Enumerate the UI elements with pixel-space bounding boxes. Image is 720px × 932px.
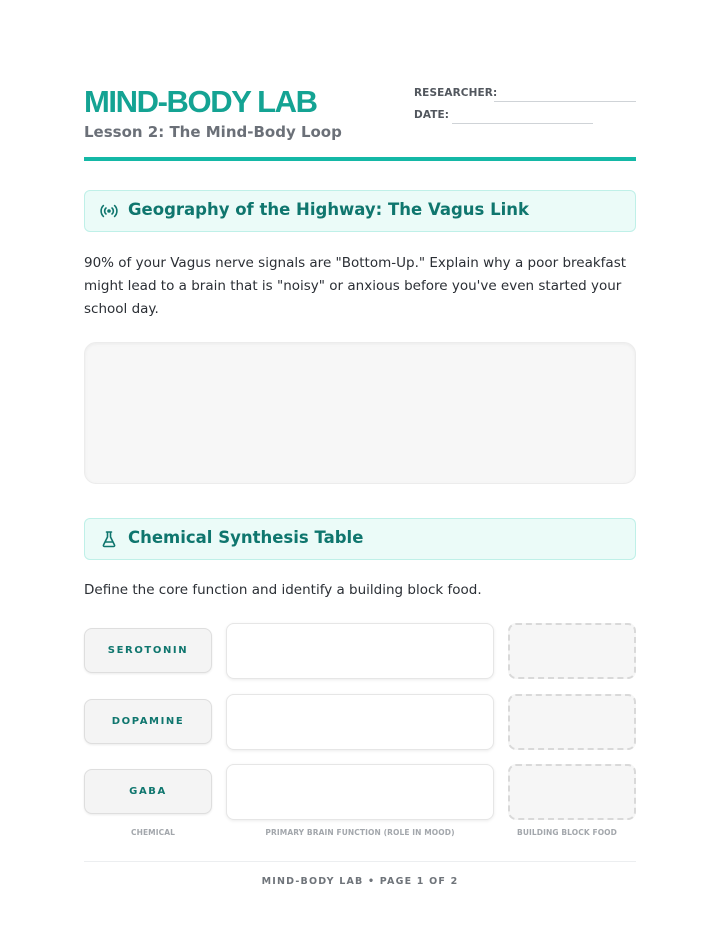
chemical-prompt: Define the core function and identify a building block food. (84, 582, 482, 598)
food-answer-box[interactable] (508, 694, 636, 750)
date-label: DATE: (414, 109, 450, 121)
date-field[interactable] (414, 108, 636, 130)
header-divider (84, 157, 636, 161)
chemical-chip-dopamine: DOPAMINE (84, 699, 212, 744)
column-label-food: BUILDING BLOCK FOOD (517, 828, 617, 837)
vagus-answer-box[interactable] (84, 342, 636, 484)
date-input-line[interactable] (452, 123, 593, 124)
section-chemical-header (84, 518, 636, 560)
function-answer-box[interactable] (226, 764, 494, 820)
chemical-chip-gaba: GABA (84, 769, 212, 814)
broadcast-icon (99, 201, 119, 221)
researcher-field[interactable] (414, 86, 636, 108)
flask-icon (99, 529, 119, 549)
brand-title: MIND-BODY LAB (84, 84, 317, 119)
section-vagus-title: Geography of the Highway: The Vagus Link (128, 200, 529, 219)
vagus-prompt: 90% of your Vagus nerve signals are "Bottom-Up." Explain why a poor breakfast might lead to a brain that is "noisy" or anxious before you've even started your school day. (84, 255, 627, 317)
function-answer-box[interactable] (226, 623, 494, 679)
table-row (84, 764, 636, 822)
food-answer-box[interactable] (508, 623, 636, 679)
section-chemical-title: Chemical Synthesis Table (128, 528, 364, 547)
researcher-input-line[interactable] (494, 101, 636, 102)
worksheet-header (84, 84, 636, 164)
table-row (84, 694, 636, 752)
researcher-label: RESEARCHER: (414, 87, 498, 99)
footer-divider (84, 861, 636, 862)
column-label-chemical: CHEMICAL (130, 828, 176, 837)
table-row (84, 623, 636, 681)
lesson-subtitle: Lesson 2: The Mind-Body Loop (84, 123, 342, 141)
section-vagus-header (84, 190, 636, 232)
chemical-chip-serotonin: SEROTONIN (84, 628, 212, 673)
function-answer-box[interactable] (226, 694, 494, 750)
food-answer-box[interactable] (508, 764, 636, 820)
meta-fields (414, 86, 636, 130)
column-label-function: PRIMARY BRAIN FUNCTION (ROLE IN MOOD) (265, 828, 455, 837)
page-footer: MIND-BODY LAB • PAGE 1 OF 2 (261, 876, 459, 887)
